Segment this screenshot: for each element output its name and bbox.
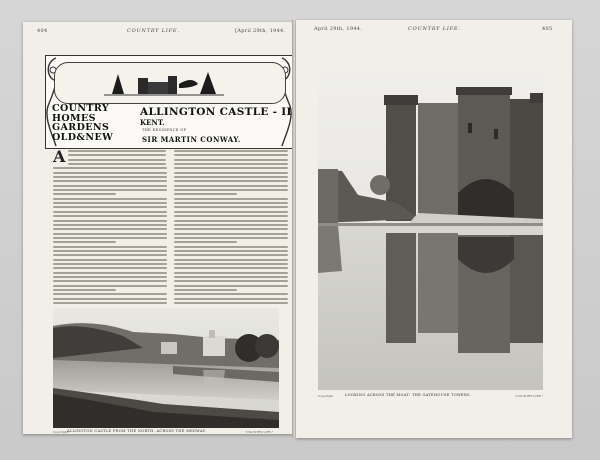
greeked-text-line [174, 167, 288, 169]
greeked-text-line [53, 228, 167, 230]
masthead [45, 55, 293, 149]
greeked-text-line [53, 272, 167, 274]
series-title [52, 104, 124, 142]
greeked-text-line [68, 150, 166, 152]
greeked-text-line [174, 163, 288, 165]
greeked-text-line [174, 224, 288, 226]
greeked-text-line [53, 263, 167, 265]
greeked-text-line [53, 293, 167, 295]
greeked-text-line [174, 211, 288, 213]
right-photo-caption: LOOKING ACROSS THE MOAT: THE GATEHOUSE TOWERS. [345, 393, 472, 397]
greeked-text-line [53, 246, 167, 248]
greeked-text-line [53, 302, 167, 304]
left-photo-caption: ALLINGTON CASTLE FROM THE NORTH, ACROSS THE MEDWAY. [67, 429, 207, 433]
greeked-text-line [53, 285, 167, 287]
owner-name: SIR MARTIN CONWAY. [142, 135, 241, 144]
right-photo-credit-copyright: Copyright [318, 394, 334, 398]
castle-vignette-icon [104, 66, 224, 96]
greeked-text-line [174, 185, 288, 187]
greeked-text-line [174, 220, 288, 222]
greeked-text-line [53, 176, 167, 178]
article-county: KENT. [140, 118, 165, 127]
left-page [23, 22, 293, 434]
greeked-text-line [174, 285, 288, 287]
greeked-text-line [174, 302, 288, 304]
gatehouse-reflection-photo-icon [318, 73, 543, 390]
greeked-text-line [53, 233, 167, 235]
greeked-text-line [174, 202, 288, 204]
greeked-text-line [174, 237, 288, 239]
series-line: HOMES [52, 112, 96, 124]
greeked-text-line [174, 259, 288, 261]
greeked-text-line [53, 289, 116, 291]
greeked-text-line [174, 154, 288, 156]
greeked-text-line [53, 298, 167, 300]
greeked-text-line [174, 267, 288, 269]
greeked-text-line [174, 293, 288, 295]
photo-castle-from-north [53, 308, 279, 428]
river-castle-photo-icon [53, 308, 279, 428]
greeked-text-line [53, 250, 167, 252]
greeked-text-line [174, 250, 288, 252]
greeked-text-line [53, 167, 167, 169]
greeked-text-line [53, 280, 167, 282]
greeked-text-line [174, 206, 288, 208]
greeked-text-line [53, 198, 167, 200]
greeked-text-line [174, 272, 288, 274]
greeked-text-line [68, 159, 166, 161]
greeked-text-line [174, 254, 288, 256]
text-column-1 [53, 150, 167, 306]
greeked-text-line [53, 206, 167, 208]
greeked-text-line [53, 220, 167, 222]
left-page-date: [April 29th, 1944. [235, 28, 286, 34]
greeked-text-line [53, 276, 167, 278]
article-title: ALLINGTON CASTLE - II [140, 106, 292, 118]
greeked-text-line [174, 289, 237, 291]
series-line: COUNTRY [52, 103, 110, 114]
right-page-number: 405 [542, 26, 553, 32]
left-page-number: 404 [37, 28, 48, 34]
greeked-text-line [174, 228, 288, 230]
greeked-text-line [53, 189, 167, 191]
text-column-2 [174, 150, 288, 306]
greeked-text-line [53, 224, 167, 226]
greeked-text-line [53, 211, 167, 213]
left-photo-credit-source: "COUNTRY LIFE." [245, 430, 274, 434]
greeked-text-line [174, 159, 288, 161]
greeked-text-line [174, 176, 288, 178]
greeked-text-line [53, 180, 167, 182]
greeked-text-line [53, 215, 167, 217]
greeked-text-line [174, 198, 288, 200]
right-running-title: COUNTRY LIFE. [408, 26, 461, 32]
left-photo-credit-copyright: Copyright [53, 430, 69, 434]
left-running-title: COUNTRY LIFE. [127, 28, 180, 34]
greeked-text-line [174, 150, 288, 152]
greeked-text-line [174, 241, 237, 243]
greeked-text-line [174, 180, 288, 182]
residence-line: THE RESIDENCE OF [142, 128, 187, 132]
greeked-text-line [53, 237, 167, 239]
right-page-date: April 29th, 1944. [314, 26, 363, 32]
greeked-text-line [174, 280, 288, 282]
greeked-text-line [53, 202, 167, 204]
greeked-text-line [174, 233, 288, 235]
greeked-text-line [53, 185, 167, 187]
greeked-text-line [68, 154, 166, 156]
greeked-text-line [174, 263, 288, 265]
greeked-text-line [53, 267, 167, 269]
series-line: OLD&NEW [52, 131, 114, 143]
drop-cap: A [53, 150, 66, 166]
greeked-text-line [174, 276, 288, 278]
greeked-text-line [174, 172, 288, 174]
greeked-text-line [53, 254, 167, 256]
greeked-text-line [53, 193, 116, 195]
series-line: GARDENS [52, 122, 110, 133]
greeked-text-line [174, 189, 288, 191]
greeked-text-line [53, 259, 167, 261]
greeked-text-line [53, 241, 116, 243]
greeked-text-line [174, 215, 288, 217]
greeked-text-line [68, 163, 166, 165]
greeked-text-line [174, 298, 288, 300]
photo-gatehouse-moat [318, 73, 543, 390]
greeked-text-line [174, 246, 288, 248]
greeked-text-line [174, 193, 237, 195]
greeked-text-line [53, 172, 167, 174]
right-photo-credit-source: "COUNTRY LIFE." [515, 394, 544, 398]
